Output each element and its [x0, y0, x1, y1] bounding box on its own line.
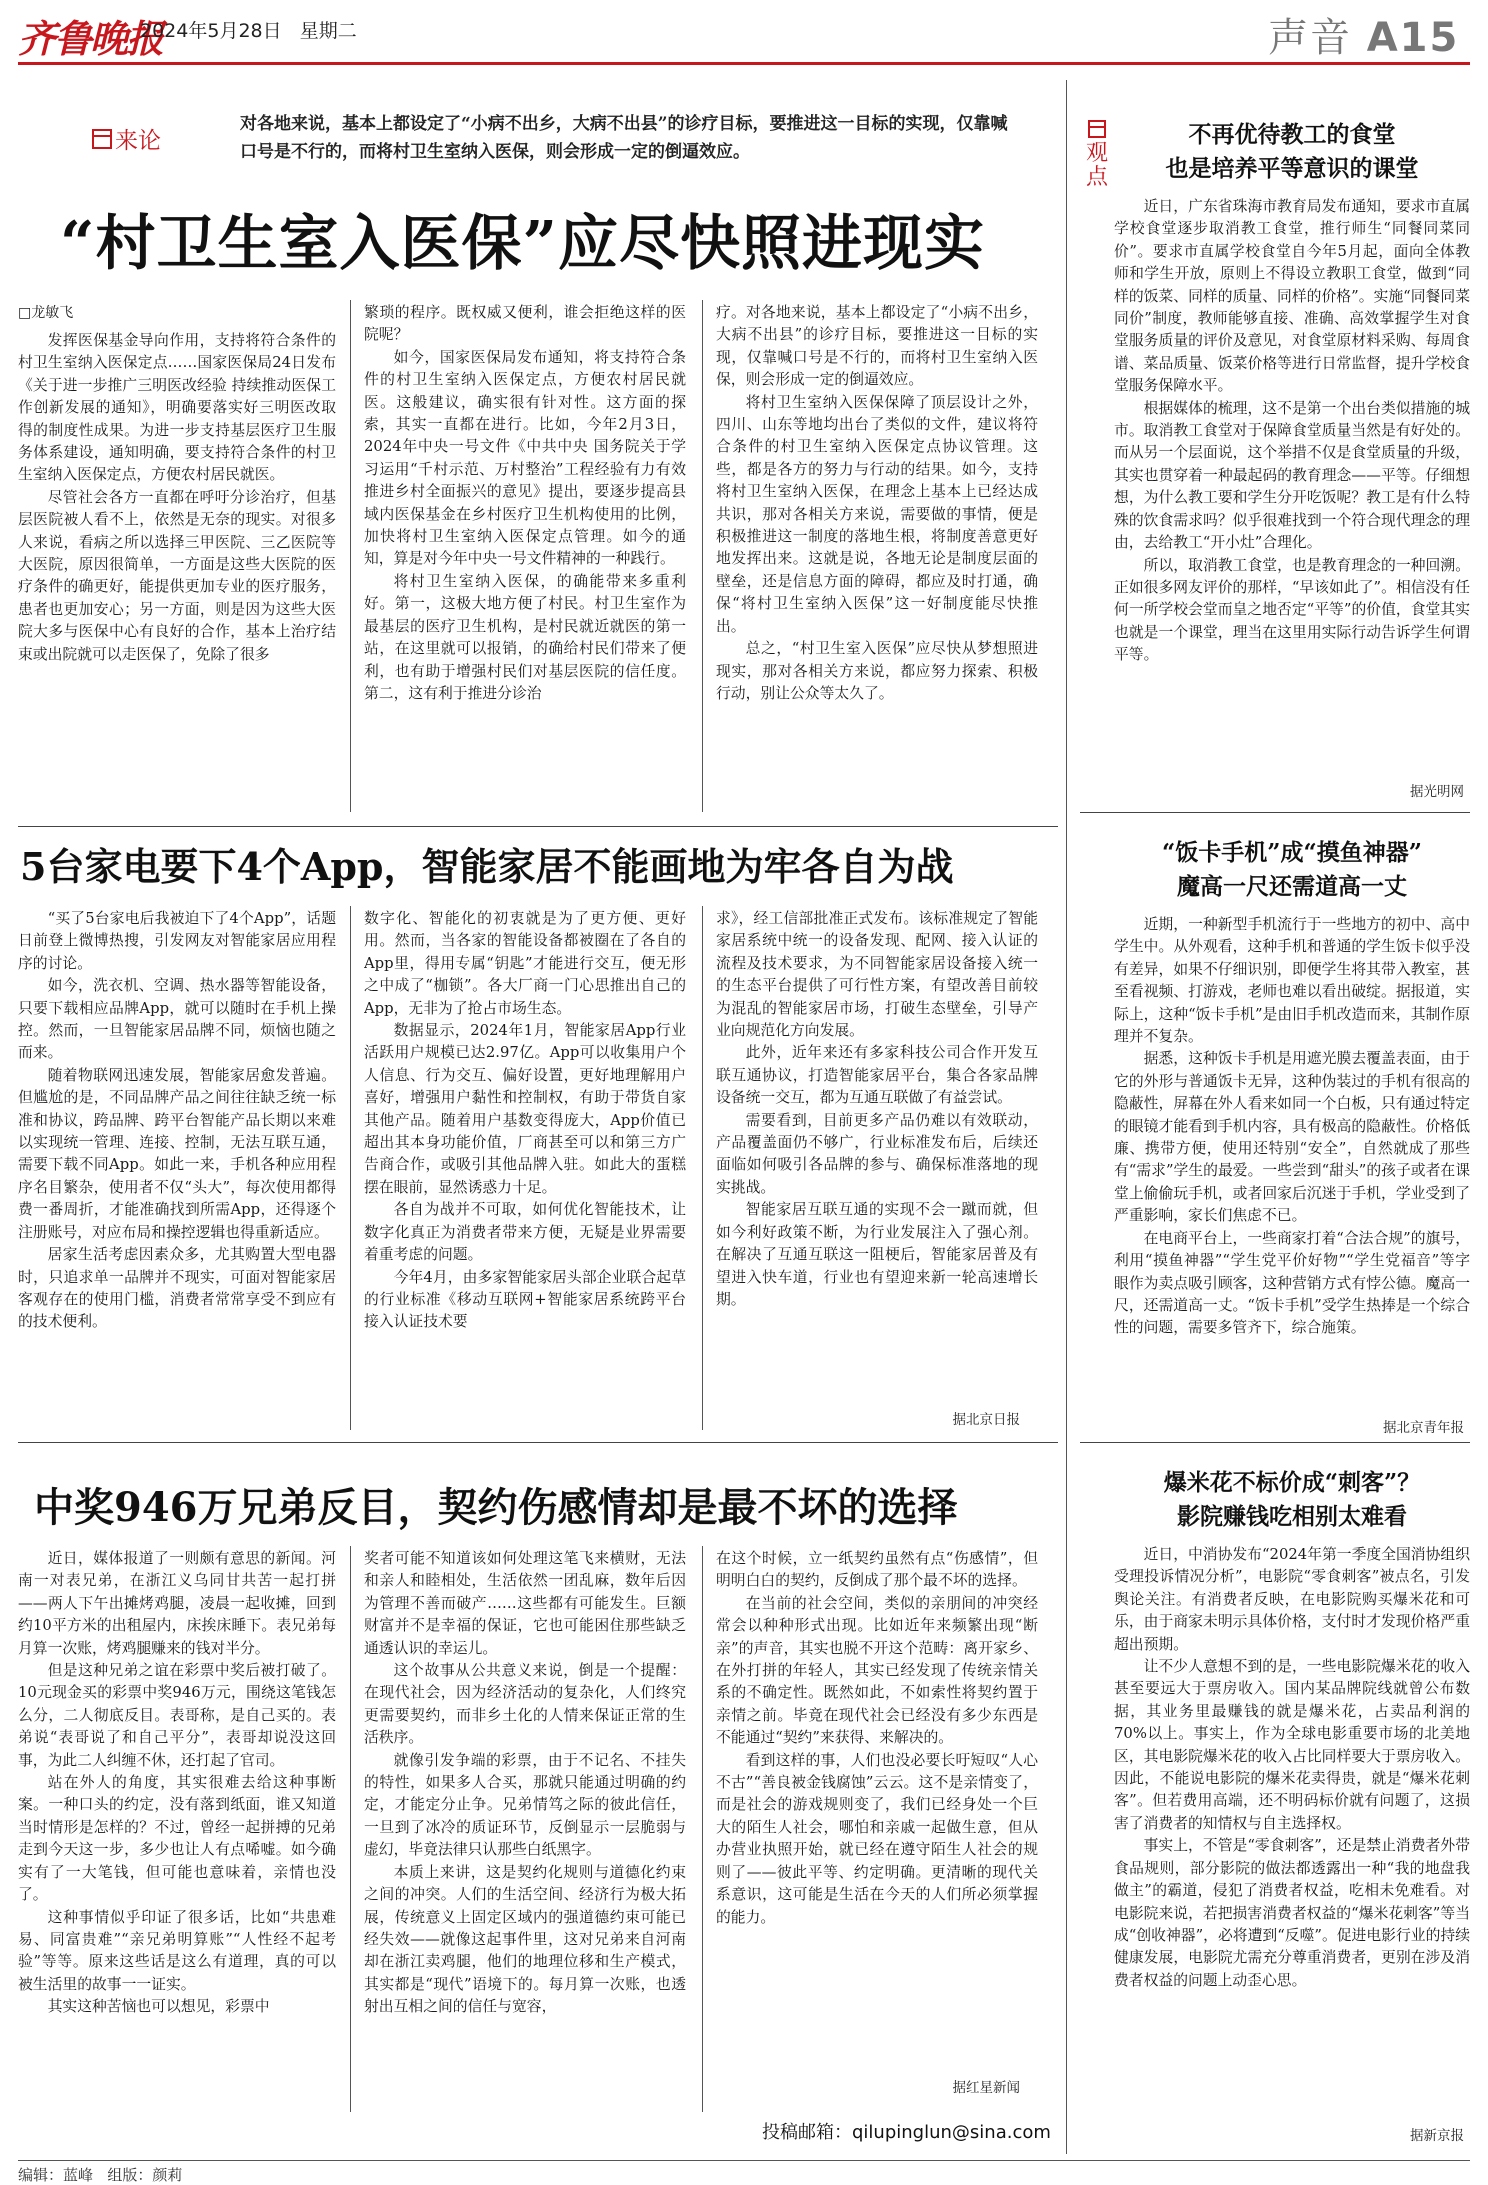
paragraph: 需要看到，目前更多产品仍难以有效联动，产品覆盖面仍不够广，行业标准发布后，后续还面临如何吸引各品牌的参与、确保标准落地的现实挑战。	[716, 1111, 1038, 1196]
article-intro: 对各地来说，基本上都设定了“小病不出乡，大病不出县”的诊疗目标，要推进这一目标的实现，仅靠喊口号是不行的，而将村卫生室纳入医保，则会形成一定的倒逼效应。	[240, 114, 1008, 162]
paragraph: 在这个时候，立一纸契约虽然有点“伤感情”，但明明白白的契约，反倒成了那个最不坏的选择。	[716, 1550, 1038, 1590]
article2-headline: 5台家电要下4个App，智能家居不能画地为牢各自为战	[20, 844, 954, 889]
paragraph: 让不少人意想不到的是，一些电影院爆米花的收入甚至要远大于票房收入。国内某品牌院线就曾公布数据，其业务里最赚钱的就是爆米花，占卖品利润的70%以上。事实上，作为全球电影重要市场的北美地区，其电影院爆米花的收入占比同样要大于票房收入。因此，不能说电影院的爆米花卖得贵，就是“爆米花刺客”。但若费用高端，还不明码标价就有问题了，这损害了消费者的知情权与自主选择权。	[1114, 1658, 1470, 1832]
paragraph: 这种事情似乎印证了很多话，比如“共患难易、同富贵难”“亲兄弟明算账”“人性经不起考验”等等。原来这些话是这么有道理，真的可以被生活里的故事一一证实。	[18, 1908, 336, 1993]
right-article2-title	[1114, 836, 1470, 904]
paragraph: 总之，“村卫生室入医保”应尽快从梦想照进现实，那对各相关方来说，都应努力探索、积极行动，别让公众等太久了。	[716, 640, 1038, 702]
right-article2-body	[1114, 914, 1470, 1416]
right-article1-source: 据光明网	[1410, 784, 1464, 800]
title-line: 也是培养平等意识的课堂	[1165, 155, 1419, 182]
title-line: 魔高一尺还需道高一丈	[1177, 873, 1407, 900]
col-divider	[702, 300, 703, 812]
paragraph: 求》，经工信部批准正式发布。该标准规定了智能家居系统中统一的设备发现、配网、接入认证的流程及技术要求，为不同智能家居设备接入统一的生态平台提供了可行性方案，有望改善目前较为混乱的智能家居市场，打破生态壁垒，引导产业向规范化方向发展。	[716, 910, 1038, 1040]
col-divider	[350, 906, 351, 1430]
header-rule	[18, 62, 1470, 65]
right-column-divider	[1066, 80, 1067, 2154]
paragraph: 就像引发争端的彩票，由于不记名、不挂失的特性，如果多人合买，那就只能通过明确的约定，才能定分止争。兄弟情笃之际的彼此信任，一旦到了冰冷的质证环节，反倒显示一层脆弱与虚幻，毕竟法律只认那些白纸黑字。	[364, 1751, 686, 1859]
paragraph: 数据显示，2024年1月，智能家居App行业活跃用户规模已达2.97亿。App可以收集用户个人信息、行为交互、偏好设置，更好地理解用户喜好，增强用户黏性和控制权，有助于带货自家其他产品。随着用户基数变得庞大，App价值已超出其本身功能价值，厂商甚至可以和第三方广告商合作，或吸引其他品牌入驻。如此大的蛋糕摆在眼前，显然诱惑力十足。	[364, 1022, 686, 1196]
paragraph: “买了5台家电后我被迫下了4个App”，话题日前登上微博热搜，引发网友对智能家居应用程序的讨论。	[18, 910, 336, 972]
footer-rule	[18, 2160, 1470, 2161]
paragraph: 在电商平台上，一些商家打着“合法合规”的旗号，利用“摸鱼神器”“学生党平价好物”“学生党福音”等字眼作为卖点吸引顾客，这种营销方式有悖公德。魔高一尺，还需道高一丈。“饭卡手机”受学生热捧是一个综合性的问题，需要多管齐下，综合施策。	[1114, 1229, 1470, 1337]
a3-col-1	[18, 1548, 336, 2110]
right-article2-source: 据北京青年报	[1383, 1420, 1464, 1436]
tag-char: 观	[1086, 141, 1109, 166]
square-icon	[1088, 120, 1106, 138]
article3-source: 据红星新闻	[952, 2080, 1020, 2096]
section-label: 声音 A15	[1268, 15, 1460, 61]
page-footer: 编辑：蓝峰 组版：颜莉	[18, 2166, 183, 2184]
paragraph: 尽管社会各方一直都在呼吁分诊治疗，但基层医院被人看不上，依然是无奈的现实。对很多人来说，看病之所以选择三甲医院、三乙医院等大医院，原因很简单，一方面是这些大医院的医疗条件的确更好，能提供更加专业的医疗服务，患者也更加安心；另一方面，则是因为这些大医院大多与医保中心有良好的合作，基本上治疗结束或出院就可以走医保了，免除了很多	[18, 488, 336, 663]
title-line: 影院赚钱吃相别太难看	[1177, 1503, 1407, 1530]
column-tag: 来论	[92, 122, 161, 155]
paragraph: 近日，广东省珠海市教育局发布通知，要求市直属学校食堂逐步取消教工食堂，推行师生“同餐同菜同价”。要求市直属学校食堂自今年5月起，面向全体教师和学生开放，原则上不得设立教职工食堂，做到“同样的饭菜、同样的质量、同样的价格”。实施“同餐同菜同价”制度，教师能够直接、准确、高效掌握学生对食堂服务质量的评价及意见，对食堂原材料采购、每周食谱、菜品质量、饭菜价格等进行日常监督，提升学校食堂服务保障水平。	[1114, 198, 1470, 395]
paragraph: 这个故事从公共意义来说，倒是一个提醒：在现代社会，因为经济活动的复杂化，人们终究更需要契约，而非乡土化的人情来保证正常的生活秩序。	[364, 1662, 686, 1747]
paragraph: 近期，一种新型手机流行于一些地方的初中、高中学生中。从外观看，这种手机和普通的学生饭卡似乎没有差异，如果不仔细识别，即便学生将其带入教室，甚至看视频、打游戏，老师也难以看出破绽。据报道，实际上，这种“饭卡手机”是由旧手机改造而来，其制作原理并不复杂。	[1114, 916, 1470, 1046]
layout-credit: 组版：颜莉	[107, 2166, 183, 2184]
a3-col-2	[364, 1548, 686, 2110]
paragraph: 事实上，不管是“零食刺客”，还是禁止消费者外带食品规则，部分影院的做法都透露出一种“我的地盘我做主”的霸道，侵犯了消费者权益，吃相未免难看。对电影院来说，若把损害消费者权益的“爆米花刺客”等当成“创收神器”，必将遭到“反噬”。促进电影行业的持续健康发展，电影院尤需充分尊重消费者，更别在涉及消费者权益的问题上动歪心思。	[1114, 1837, 1470, 1989]
paragraph: 将村卫生室纳入医保保障了顶层设计之外，四川、山东等地均出台了类似的文件，建议将符合条件的村卫生室纳入医保定点协议管理。这些，都是各方的努力与行动的结果。如今，支持将村卫生室纳入医保，在理念上基本上已经达成共识，那对各相关方来说，需要做的事情，便是积极推进这一制度的落地生根，将制度善意更好地发挥出来。这就是说，各地无论是制度层面的壁垒，还是信息方面的障碍，都应及时打通，确保“将村卫生室纳入医保”这一好制度能尽快推出。	[716, 393, 1038, 635]
paragraph: 但是这种兄弟之谊在彩票中奖后被打破了。10元现金买的彩票中奖946万元，围绕这笔钱怎么分，二人彻底反目。表哥称，是自己买的。表弟说“表哥说了和自己平分”，表哥却说没这回事，为此二人纠缠不休，还打起了官司。	[18, 1662, 336, 1769]
paragraph: 将村卫生室纳入医保，的确能带来多重利好。第一，这极大地方便了村民。村卫生室作为最基层的医疗卫生机构，是村民就近就医的第一站，在这里就可以报销，的确给村民们带来了便利，也有助于增强村民们对基层医院的信任度。第二，这有利于推进分诊治	[364, 572, 686, 702]
issue-date: 2024年5月28日 星期二	[140, 20, 357, 42]
section-divider	[18, 1442, 1058, 1443]
a2-col-1	[18, 908, 336, 1428]
main-col-1	[18, 330, 336, 812]
right-article3-title	[1114, 1466, 1470, 1534]
submission-email: 投稿邮箱：qilupinglun@sina.com	[762, 2122, 1051, 2143]
section-divider	[1080, 812, 1470, 813]
paragraph: 站在外人的角度，其实很难去给这种事断案。一种口头的约定，没有落到纸面，谁又知道当时情形是怎样的？不过，曾经一起拼搏的兄弟走到今天这一步，多少也让人有点唏嘘。如今确实有了一大笔钱，但可能也意味着，亲情也没了。	[18, 1774, 336, 1904]
title-line: 不再优待教工的食堂	[1188, 121, 1396, 148]
paragraph: 近日，中消协发布“2024年第一季度全国消协组织受理投诉情况分析”，电影院“零食刺客”被点名，引发舆论关注。有消费者反映，在电影院购买爆米花和可乐，由于商家未明示具体价格，支付时才发现价格严重超出预期。	[1114, 1546, 1470, 1653]
paragraph: 随着物联网迅速发展，智能家居愈发普遍。但尴尬的是，不同品牌产品之间往往缺乏统一标准和协议，跨品牌、跨平台智能产品长期以来难以实现统一管理、连接、控制，无法互联互通，需要下载不同App。如此一来，手机各种应用程序名目繁杂，使用者不仅“头大”，每次使用都得费一番周折，才能准确找到所需App，还得逐个注册账号，对应布局和操控逻辑也得重新适应。	[18, 1066, 336, 1241]
article2-source: 据北京日报	[952, 1412, 1020, 1428]
page-number: A15	[1366, 15, 1460, 61]
col-divider	[702, 1546, 703, 2112]
newspaper-logo: 齐鲁晚报	[18, 16, 163, 61]
col-divider	[350, 300, 351, 812]
paragraph: 今年4月，由多家智能家居头部企业联合起草的行业标准《移动互联网+智能家居系统跨平台接入认证技术要	[364, 1268, 686, 1331]
title-line: “饭卡手机”成“摸鱼神器”	[1162, 839, 1422, 866]
weekday: 星期二	[299, 20, 357, 42]
right-article3-source: 据新京报	[1410, 2128, 1464, 2144]
main-col-2	[364, 302, 686, 812]
paragraph: 居家生活考虑因素众多，尤其购置大型电器时，只追求单一品牌并不现实，可面对智能家居客观存在的使用门槛，消费者常常享受不到应有的技术便利。	[18, 1246, 336, 1331]
paragraph: 根据媒体的梳理，这不是第一个出台类似措施的城市。取消教工食堂对于保障食堂质量当然是有好处的。而从另一个层面说，这个举措不仅是食堂质量的升级，其实也贯穿着一种最起码的教育理念——平等。仔细想想，为什么教工要和学生分开吃饭呢？教工是有什么特殊的饮食需求吗？似乎很难找到一个符合现代理念的理由，去给教工“开小灶”合理化。	[1114, 399, 1470, 552]
a3-col-3	[716, 1548, 1038, 2072]
paragraph: 繁琐的程序。既权威又便利，谁会拒绝这样的医院呢？	[364, 304, 686, 344]
section-divider	[18, 826, 1058, 827]
a2-col-2	[364, 908, 686, 1428]
main-headline: “村卫生室入医保”应尽快照进现实	[60, 209, 986, 279]
main-col-3	[716, 302, 1038, 812]
col-divider	[702, 906, 703, 1430]
paragraph: 据悉，这种饭卡手机是用遮光膜去覆盖表面，由于它的外形与普通饭卡无异，这种伪装过的手机有很高的隐蔽性，屏幕在外人看来如同一个白板，只有通过特定的眼镜才能看到手机内容，具有极高的隐蔽性。价格低廉、携带方便，使用还特别“安全”，自然就成了那些有“需求”学生的最爱。一些尝到“甜头”的孩子或者在课堂上偷偷玩手机，或者回家后沉迷于手机，学业受到了严重影响，家长们焦虑不已。	[1114, 1050, 1470, 1225]
paragraph: 疗。对各地来说，基本上都设定了“小病不出乡，大病不出县”的诊疗目标，要推进这一目标的实现，仅靠喊口号是不行的，而将村卫生室纳入医保，则会形成一定的倒逼效应。	[716, 304, 1038, 389]
section-divider	[1080, 1442, 1470, 1443]
byline: □龙敏飞	[18, 305, 74, 321]
paragraph: 如今，国家医保局发布通知，将支持符合条件的村卫生室纳入医保定点，方便农村居民就医。这般建议，确实很有针对性。这方面的探索，其实一直都在进行。比如，今年2月3日，2024年中央一号文件《中共中央 国务院关于学习运用“千村示范、万村整治”工程经验有力有效推进乡村全面振兴的意见》提出，要逐步提高县域内医保基金在乡村医疗卫生机构使用的比例，加快将村卫生室纳入医保定点管理。如今的通知，算是对今年中央一号文件精神的一种践行。	[364, 348, 686, 568]
paragraph: 所以，取消教工食堂，也是教育理念的一种回溯。正如很多网友评价的那样，“早该如此了”。相信没有任何一所学校会堂而皇之地否定“平等”的价值，食堂其实也就是一个课堂，理当在这里用实际行动告诉学生何谓平等。	[1114, 556, 1470, 664]
paragraph: 如今，洗衣机、空调、热水器等智能设备，只要下载相应品牌App，就可以随时在手机上操控。然而，一旦智能家居品牌不同，烦恼也随之而来。	[18, 977, 336, 1062]
paragraph: 发挥医保基金导向作用，支持将符合条件的村卫生室纳入医保定点……国家医保局24日发布《关于进一步推广三明医改经验 持续推动医保工作创新发展的通知》，明确要落实好三明医改取得的制度性成果。为进一步支持基层医疗卫生服务体系建设，通知明确，要支持符合条件的村卫生室纳入医保定点，方便农村居民就医。	[18, 332, 336, 484]
right-article1-body	[1114, 196, 1470, 780]
square-icon	[92, 129, 112, 149]
tag-char: 点	[1086, 165, 1109, 190]
article3-headline: 中奖946万兄弟反目，契约伤感情却是最不坏的选择	[34, 1484, 958, 1531]
title-line: 爆米花不标价成“刺客”？	[1163, 1469, 1421, 1496]
paragraph: 看到这样的事，人们也没必要长吁短叹“人心不古”“善良被金钱腐蚀”云云。这不是亲情变了，而是社会的游戏规则变了，我们已经身处一个巨大的陌生人社会，哪怕和亲戚一起做生意，但从办营业执照开始，就已经在遵守陌生人社会的规则了——彼此平等、约定明确。更清晰的现代关系意识，这可能是生活在今天的人们所必须掌握的能力。	[716, 1751, 1038, 1926]
paragraph: 各自为战并不可取，如何优化智能技术，让数字化真正为消费者带来方便，无疑是业界需要着重考虑的问题。	[364, 1201, 686, 1264]
paragraph: 此外，近年来还有多家科技公司合作开发互联互通协议，打造智能家居平台，集合各家品牌设备统一交互，都为互通互联做了有益尝试。	[716, 1044, 1038, 1107]
paragraph: 奖者可能不知道该如何处理这笔飞来横财，无法和亲人和睦相处，生活依然一团乱麻，数年后因为管理不善而破产……这些都有可能发生。巨额财富并不是幸福的保证，它也可能困住那些缺乏通透认识的幸运儿。	[364, 1550, 686, 1657]
paragraph: 数字化、智能化的初衷就是为了更方便、更好用。然而，当各家的智能设备都被圈在了各自的App里，得用专属“钥匙”才能进行交互，便无形之中成了“枷锁”。各大厂商一门心思推出自己的App，无非为了抢占市场生态。	[364, 910, 686, 1017]
paragraph: 本质上来讲，这是契约化规则与道德化约束之间的冲突。人们的生活空间、经济行为极大拓展，传统意义上固定区域内的强道德约束可能已经失效——就像这起事件里，这对兄弟来自河南却在浙江卖鸡腿，他们的地理位移和生产模式，其实都是“现代”语境下的。每月算一次账，也透射出互相之间的信任与宽容，	[364, 1863, 686, 2016]
paragraph: 在当前的社会空间，类似的亲朋间的冲突经常会以种种形式出现。比如近年来频繁出现“断亲”的声音，其实也脱不开这个范畴：离开家乡、在外打拼的年轻人，其实已经发现了传统亲情关系的不确定性。既然如此，不如索性将契约置于亲情之前。毕竟在现代社会已经没有多少东西是不能通过“契约”来获得、来解决的。	[716, 1594, 1038, 1747]
paragraph: 近日，媒体报道了一则颇有意思的新闻。河南一对表兄弟，在浙江义乌同甘共苦一起打拼——两人下午出摊烤鸡腿，凌晨一起收摊，回到约10平方米的出租屋内，床挨床睡下。表兄弟每月算一次账，烤鸡腿赚来的钱对半分。	[18, 1550, 336, 1657]
opinion-tag	[1086, 120, 1108, 190]
right-article3-body	[1114, 1544, 1470, 2120]
col-divider	[350, 1546, 351, 2112]
paragraph: 其实这种苦恼也可以想见，彩票中	[47, 1998, 270, 2016]
paragraph: 智能家居互联互通的实现不会一蹴而就，但如今利好政策不断，为行业发展注入了强心剂。在解决了互通互联这一阻梗后，智能家居普及有望进入快车道，行业也有望迎来新一轮高速增长期。	[716, 1201, 1038, 1308]
right-article1-title	[1114, 118, 1470, 186]
a2-col-3	[716, 908, 1038, 1408]
